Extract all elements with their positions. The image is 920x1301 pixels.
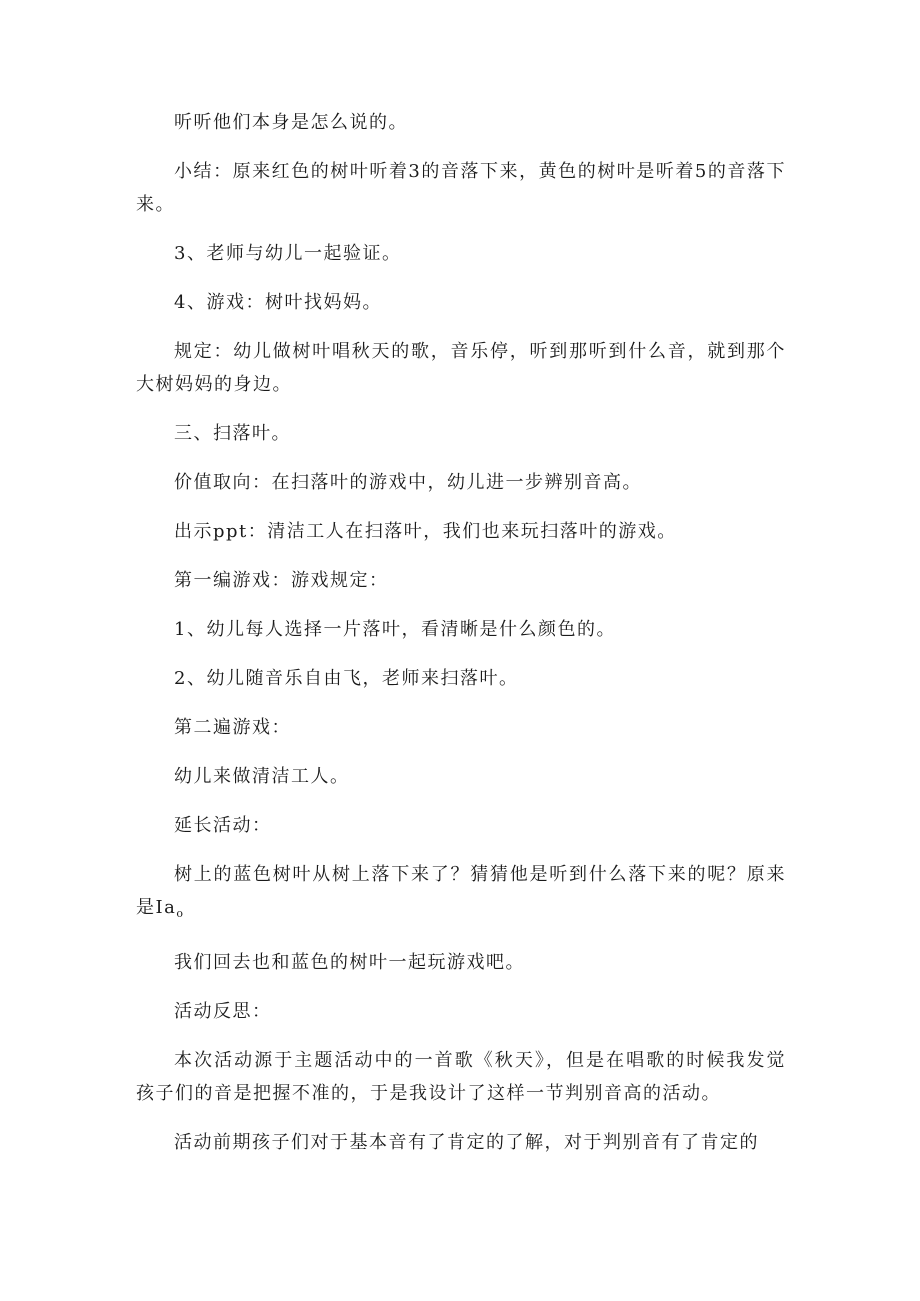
- paragraph: 听听他们本身是怎么说的。: [174, 112, 408, 133]
- paragraph: 价值取向：在扫落叶的游戏中，幼儿进一步辨别音高。: [174, 472, 642, 493]
- section-heading: 三、扫落叶。: [174, 423, 291, 444]
- paragraph: 活动前期孩子们对于基本音有了肯定的了解，对于判别音有了肯定的: [174, 1132, 759, 1153]
- paragraph: 我们回去也和蓝色的树叶一起玩游戏吧。: [174, 952, 525, 973]
- paragraph: 出示ppt：清洁工人在扫落叶，我们也来玩扫落叶的游戏。: [174, 521, 677, 542]
- paragraph: 规定：幼儿做树叶唱秋天的歌，音乐停，听到那听到什么音，就到那个大树妈妈的身边。: [136, 341, 786, 395]
- paragraph: 第二遍游戏：: [174, 717, 291, 738]
- paragraph: 4、游戏：树叶找妈妈。: [174, 292, 382, 313]
- paragraph: 2、幼儿随音乐自由飞，老师来扫落叶。: [174, 668, 519, 689]
- paragraph-with-subscript: [136, 858, 786, 930]
- paragraph: 延长活动：: [174, 815, 272, 836]
- paragraph: 第一编游戏：游戏规定：: [174, 570, 389, 591]
- subscript-mark: o: [176, 907, 185, 920]
- paragraph-text: 树上的蓝色树叶从树上落下来了？猜猜他是听到什么落下来的呢？原来是Ia: [136, 864, 786, 918]
- paragraph: 本次活动源于主题活动中的一首歌《秋天》，但是在唱歌的时候我发觉孩子们的音是把握不准的，于是我设计了这样一节判别音高的活动。: [136, 1050, 786, 1104]
- paragraph: 活动反思：: [174, 1001, 272, 1022]
- paragraph: 小结：原来红色的树叶听着3的音落下来，黄色的树叶是听着5的音落下来。: [136, 161, 786, 215]
- paragraph: 幼儿来做清洁工人。: [174, 766, 350, 787]
- paragraph: 3、老师与幼儿一起验证。: [174, 243, 402, 264]
- document-body: [136, 106, 786, 1175]
- paragraph: 1、幼儿每人选择一片落叶，看清晰是什么颜色的。: [174, 619, 616, 640]
